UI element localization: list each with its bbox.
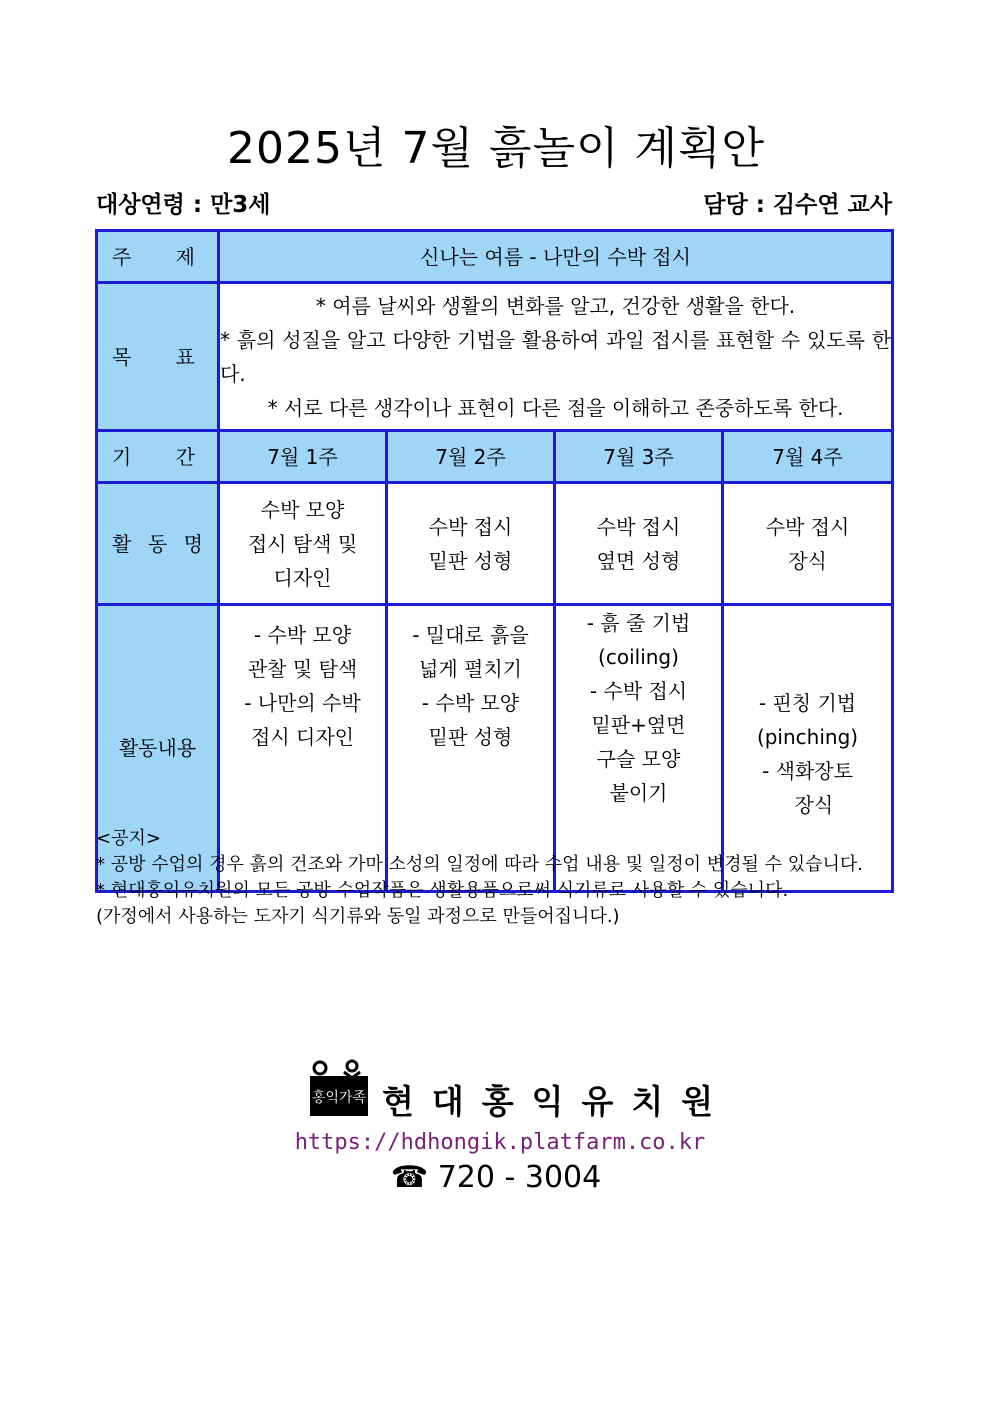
phone-value: 720 - 3004 [437,1160,602,1195]
goal-item: * 여름 날씨와 생활의 변화를 알고, 건강한 생활을 한다. [315,293,796,318]
content-label: 활동내용 [97,605,219,892]
goal-item: * 서로 다른 생각이나 표현이 다른 점을 이해하고 존중하도록 한다. [267,395,844,420]
week-3: 7월 3주 [555,431,723,483]
plan-table [95,229,894,893]
activity-week-4: 수박 접시 장식 [723,483,893,605]
content-week-2: - 밀대로 흙을 넓게 펼치기 - 수박 모양 밑판 성형 [387,605,555,892]
activity-week-3: 수박 접시 옆면 성형 [555,483,723,605]
content-week-3: - 흙 줄 기법 (coiling) - 수박 접시 밑판+옆면 구슬 모양 붙이기 [555,605,723,892]
goal-label: 목 표 [97,283,219,431]
teacher-name: 담당 : 김수연 교사 [703,192,892,218]
page-title: 2025년 7월 흙놀이 계획안 [227,123,765,174]
content-week-1: - 수박 모양 관찰 및 탐색 - 나만의 수박 접시 디자인 [219,605,387,892]
phone-number [0,1160,992,1195]
target-age: 대상연령 : 만3세 [96,192,271,218]
svg-text:홍익가족: 홍익가족 [311,1090,367,1106]
notice-line: * 공방 수업의 경우 흙의 건조와 가마 소성의 일정에 따라 수업 내용 및 일정이 변경될 수 있습니다. [96,854,864,875]
notice [96,826,896,930]
theme-row [97,231,893,283]
notice-heading: <공지> [96,828,161,849]
theme-label: 주 제 [97,231,219,283]
period-row [97,431,893,483]
goal-list [219,283,893,431]
notice-line: (가정에서 사용하는 도자기 식기류와 동일 과정으로 만들어집니다.) [96,906,620,927]
activity-row [97,483,893,605]
week-1: 7월 1주 [219,431,387,483]
week-4: 7월 4주 [723,431,893,483]
theme-value: 신나는 여름 - 나만의 수박 접시 [219,231,893,283]
content-week-4: - 핀칭 기법 (pinching) - 색화장토 장식 [723,605,893,892]
website-link[interactable]: https://hdhongik.platfarm.co.kr [294,1130,706,1155]
school-name: 현대홍익유치원 [382,1082,732,1121]
phone-icon: ☎ [390,1160,429,1195]
activity-label: 활 동 명 [97,483,219,605]
goal-item: * 흙의 성질을 알고 다양한 기법을 활용하여 과일 접시를 표현할 수 있도록 한다. [220,327,892,386]
activity-week-1: 수박 모양 접시 탐색 및 디자인 [219,483,387,605]
period-label: 기 간 [97,431,219,483]
notice-line: * 현대홍익유치원의 모든 공방 수업작품은 생활용품으로써 식기류로 사용할 수 있습니다. [96,880,789,901]
week-2: 7월 2주 [387,431,555,483]
activity-week-2: 수박 접시 밑판 성형 [387,483,555,605]
school-logo [308,1058,374,1118]
goal-row [97,283,893,431]
